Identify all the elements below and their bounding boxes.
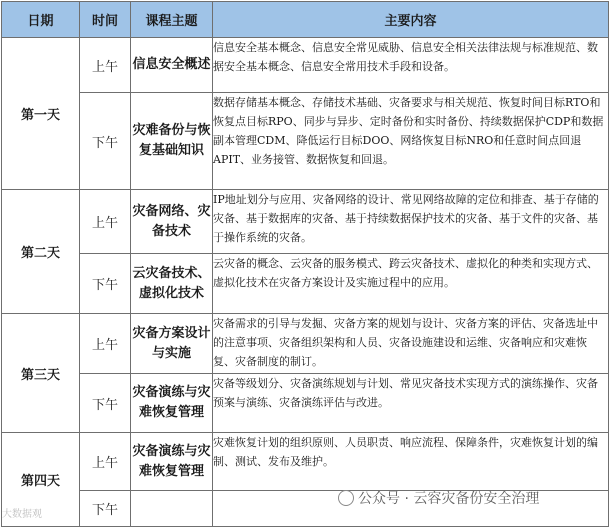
day-label: 第二天	[2, 190, 80, 314]
header-time: 时间	[80, 2, 131, 38]
table-row	[2, 38, 609, 93]
course-topic: 灾备方案设计与实施	[131, 314, 213, 374]
time-slot: 下午	[80, 254, 131, 314]
course-topic: 灾备网络、灾备技术	[131, 190, 213, 254]
day-label: 第一天	[2, 38, 80, 190]
course-topic: 灾备演练与灾难恢复管理	[131, 374, 213, 433]
day-label: 第四天	[2, 433, 80, 527]
watermark-right-text: 公众号 · 云容灾备份安全治理	[358, 491, 540, 507]
course-topic	[131, 491, 213, 527]
wechat-icon	[338, 490, 354, 506]
table-row	[2, 314, 609, 374]
course-content: 数据存储基本概念、存储技术基础、灾备要求与相关规范、恢复时间目标RTO和恢复点目标RPO、同步与异步、定时备份和实时备份、持续数据保护CDP和数据副本管理CDM、降低运行目标DOO、网络恢复目标NRO和任意时间点回退APIT、业务接管、数据恢复和回退。	[213, 93, 609, 190]
day-label: 第三天	[2, 314, 80, 433]
schedule-table	[1, 1, 609, 527]
course-topic: 信息安全概述	[131, 38, 213, 93]
header-topic: 课程主题	[131, 2, 213, 38]
time-slot: 下午	[80, 374, 131, 433]
time-slot: 上午	[80, 314, 131, 374]
table-row	[2, 254, 609, 314]
header-date: 日期	[2, 2, 80, 38]
table-row	[2, 433, 609, 491]
course-content: 云灾备的概念、云灾备的服务模式、跨云灾备技术、虚拟化的种类和实现方式、虚拟化技术在灾备方案设计及实施过程中的应用。	[213, 254, 609, 314]
time-slot: 下午	[80, 93, 131, 190]
course-topic: 灾备演练与灾难恢复管理	[131, 433, 213, 491]
table-row	[2, 374, 609, 433]
time-slot: 下午	[80, 491, 131, 527]
watermark-right	[338, 488, 539, 508]
course-topic: 云灾备技术、虚拟化技术	[131, 254, 213, 314]
table-row	[2, 190, 609, 254]
header-content: 主要内容	[213, 2, 609, 38]
course-content: 灾难恢复计划的组织原则、人员职责、响应流程、保障条件，灾难恢复计划的编制、测试、发布及维护。	[213, 433, 609, 491]
header-row	[2, 2, 609, 38]
time-slot: 上午	[80, 433, 131, 491]
course-topic: 灾难备份与恢复基础知识	[131, 93, 213, 190]
course-content: IP地址划分与应用、灾备网络的设计、常见网络故障的定位和排查、基于存储的灾备、基于数据库的灾备、基于持续数据保护技术的灾备、基于文件的灾备、基于操作系统的灾备。	[213, 190, 609, 254]
time-slot: 上午	[80, 190, 131, 254]
course-content: 信息安全基本概念、信息安全常见威胁、信息安全相关法律法规与标准规范、数据安全基本概念、信息安全常用技术手段和设备。	[213, 38, 609, 93]
table-row	[2, 93, 609, 190]
watermark-left: 大数据观	[2, 509, 42, 520]
course-content: 灾备等级划分、灾备演练规划与计划、常见灾备技术实现方式的演练操作、灾备预案与演练、灾备演练评估与改进。	[213, 374, 609, 433]
course-content: 灾备需求的引导与发掘、灾备方案的规划与设计、灾备方案的评估、灾备选址中的注意事项、灾备组织架构和人员、灾备设施建设和运维、灾备响应和灾难恢复、灾备制度的制订。	[213, 314, 609, 374]
time-slot: 上午	[80, 38, 131, 93]
